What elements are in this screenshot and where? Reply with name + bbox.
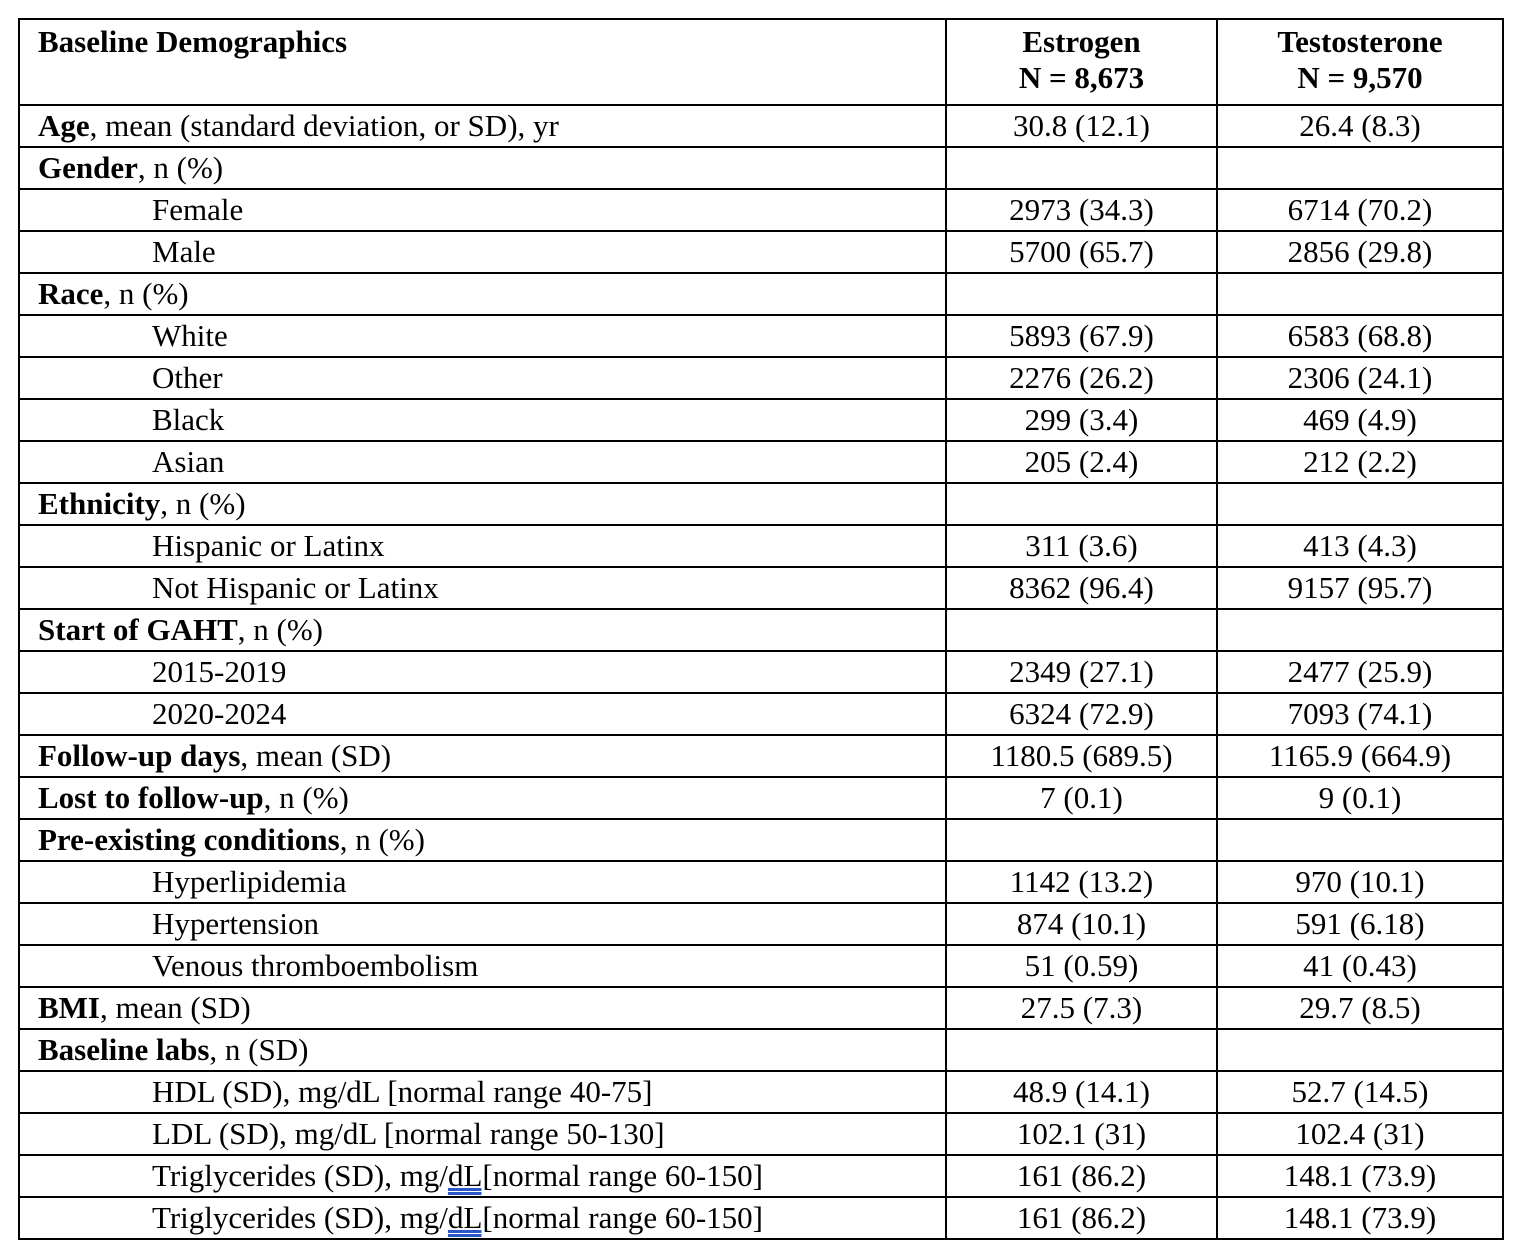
estrogen-value: 102.1 (31)	[946, 1113, 1217, 1155]
row-label: Hyperlipidemia	[19, 861, 946, 903]
row-label: Triglycerides (SD), mg/dL[normal range 60-150]	[19, 1155, 946, 1197]
testosterone-value	[1217, 609, 1503, 651]
table-row	[19, 1071, 1503, 1113]
estrogen-value	[946, 483, 1217, 525]
header-testosterone	[1217, 19, 1503, 105]
testosterone-value: 469 (4.9)	[1217, 399, 1503, 441]
estrogen-value: 2349 (27.1)	[946, 651, 1217, 693]
row-label: Not Hispanic or Latinx	[19, 567, 946, 609]
header-row	[19, 19, 1503, 105]
table-row	[19, 693, 1503, 735]
table-row	[19, 987, 1503, 1029]
estrogen-value: 5893 (67.9)	[946, 315, 1217, 357]
testosterone-value: 6583 (68.8)	[1217, 315, 1503, 357]
testosterone-value: 148.1 (73.9)	[1217, 1197, 1503, 1239]
row-label: Pre-existing conditions, n (%)	[19, 819, 946, 861]
table-row	[19, 1113, 1503, 1155]
estrogen-value: 311 (3.6)	[946, 525, 1217, 567]
testosterone-value	[1217, 273, 1503, 315]
estrogen-value: 48.9 (14.1)	[946, 1071, 1217, 1113]
estrogen-value	[946, 819, 1217, 861]
estrogen-value: 161 (86.2)	[946, 1197, 1217, 1239]
table-row	[19, 483, 1503, 525]
row-label: HDL (SD), mg/dL [normal range 40-75]	[19, 1071, 946, 1113]
testosterone-value: 148.1 (73.9)	[1217, 1155, 1503, 1197]
estrogen-value: 30.8 (12.1)	[946, 105, 1217, 147]
table-row	[19, 189, 1503, 231]
row-label: Hypertension	[19, 903, 946, 945]
table-row	[19, 777, 1503, 819]
estrogen-value	[946, 609, 1217, 651]
table-row	[19, 609, 1503, 651]
estrogen-value: 2973 (34.3)	[946, 189, 1217, 231]
row-label: Hispanic or Latinx	[19, 525, 946, 567]
estrogen-value: 7 (0.1)	[946, 777, 1217, 819]
estrogen-value: 8362 (96.4)	[946, 567, 1217, 609]
testosterone-value: 1165.9 (664.9)	[1217, 735, 1503, 777]
testosterone-value: 29.7 (8.5)	[1217, 987, 1503, 1029]
testosterone-value: 26.4 (8.3)	[1217, 105, 1503, 147]
row-label: Venous thromboembolism	[19, 945, 946, 987]
estrogen-n: N = 8,673	[1018, 60, 1145, 95]
testosterone-value: 591 (6.18)	[1217, 903, 1503, 945]
estrogen-value: 161 (86.2)	[946, 1155, 1217, 1197]
table-row	[19, 441, 1503, 483]
testosterone-value: 2477 (25.9)	[1217, 651, 1503, 693]
table-row	[19, 735, 1503, 777]
table-row	[19, 273, 1503, 315]
estrogen-value	[946, 273, 1217, 315]
estrogen-value: 2276 (26.2)	[946, 357, 1217, 399]
row-label: White	[19, 315, 946, 357]
testosterone-value: 6714 (70.2)	[1217, 189, 1503, 231]
row-label: 2015-2019	[19, 651, 946, 693]
table-row	[19, 147, 1503, 189]
row-label: Female	[19, 189, 946, 231]
row-label: Triglycerides (SD), mg/dL[normal range 60-150]	[19, 1197, 946, 1239]
testosterone-name: Testosterone	[1277, 24, 1443, 59]
table-row	[19, 651, 1503, 693]
table-row	[19, 1155, 1503, 1197]
row-label: Lost to follow-up, n (%)	[19, 777, 946, 819]
estrogen-value: 299 (3.4)	[946, 399, 1217, 441]
estrogen-value: 205 (2.4)	[946, 441, 1217, 483]
table-row	[19, 945, 1503, 987]
testosterone-value: 2306 (24.1)	[1217, 357, 1503, 399]
estrogen-value: 51 (0.59)	[946, 945, 1217, 987]
testosterone-value	[1217, 483, 1503, 525]
row-label: Black	[19, 399, 946, 441]
testosterone-value: 52.7 (14.5)	[1217, 1071, 1503, 1113]
table-row	[19, 525, 1503, 567]
testosterone-value: 9 (0.1)	[1217, 777, 1503, 819]
row-label: Gender, n (%)	[19, 147, 946, 189]
row-label: Race, n (%)	[19, 273, 946, 315]
table-row	[19, 861, 1503, 903]
baseline-demographics-table	[18, 18, 1504, 1240]
table-row	[19, 231, 1503, 273]
header-label: Baseline Demographics	[19, 19, 946, 105]
row-label: Male	[19, 231, 946, 273]
testosterone-value	[1217, 147, 1503, 189]
testosterone-value	[1217, 819, 1503, 861]
testosterone-value: 9157 (95.7)	[1217, 567, 1503, 609]
estrogen-value: 874 (10.1)	[946, 903, 1217, 945]
testosterone-value: 212 (2.2)	[1217, 441, 1503, 483]
table-row	[19, 1197, 1503, 1239]
estrogen-value	[946, 1029, 1217, 1071]
table-row	[19, 1029, 1503, 1071]
table-row	[19, 903, 1503, 945]
table-row	[19, 357, 1503, 399]
table-row	[19, 315, 1503, 357]
estrogen-name: Estrogen	[1022, 24, 1141, 59]
testosterone-value: 41 (0.43)	[1217, 945, 1503, 987]
estrogen-value: 5700 (65.7)	[946, 231, 1217, 273]
table-row	[19, 399, 1503, 441]
table-row	[19, 105, 1503, 147]
row-label: BMI, mean (SD)	[19, 987, 946, 1029]
row-label: Asian	[19, 441, 946, 483]
testosterone-value	[1217, 1029, 1503, 1071]
estrogen-value: 6324 (72.9)	[946, 693, 1217, 735]
estrogen-value: 1142 (13.2)	[946, 861, 1217, 903]
row-label: 2020-2024	[19, 693, 946, 735]
estrogen-value: 1180.5 (689.5)	[946, 735, 1217, 777]
estrogen-value: 27.5 (7.3)	[946, 987, 1217, 1029]
row-label: Start of GAHT, n (%)	[19, 609, 946, 651]
testosterone-value: 970 (10.1)	[1217, 861, 1503, 903]
table-row	[19, 567, 1503, 609]
header-estrogen	[946, 19, 1217, 105]
testosterone-value: 413 (4.3)	[1217, 525, 1503, 567]
testosterone-n: N = 9,570	[1297, 60, 1423, 95]
testosterone-value: 2856 (29.8)	[1217, 231, 1503, 273]
row-label: Follow-up days, mean (SD)	[19, 735, 946, 777]
table-row	[19, 819, 1503, 861]
testosterone-value: 7093 (74.1)	[1217, 693, 1503, 735]
row-label: LDL (SD), mg/dL [normal range 50-130]	[19, 1113, 946, 1155]
testosterone-value: 102.4 (31)	[1217, 1113, 1503, 1155]
row-label: Baseline labs, n (SD)	[19, 1029, 946, 1071]
estrogen-value	[946, 147, 1217, 189]
row-label: Other	[19, 357, 946, 399]
row-label: Ethnicity, n (%)	[19, 483, 946, 525]
row-label: Age, mean (standard deviation, or SD), yr	[19, 105, 946, 147]
